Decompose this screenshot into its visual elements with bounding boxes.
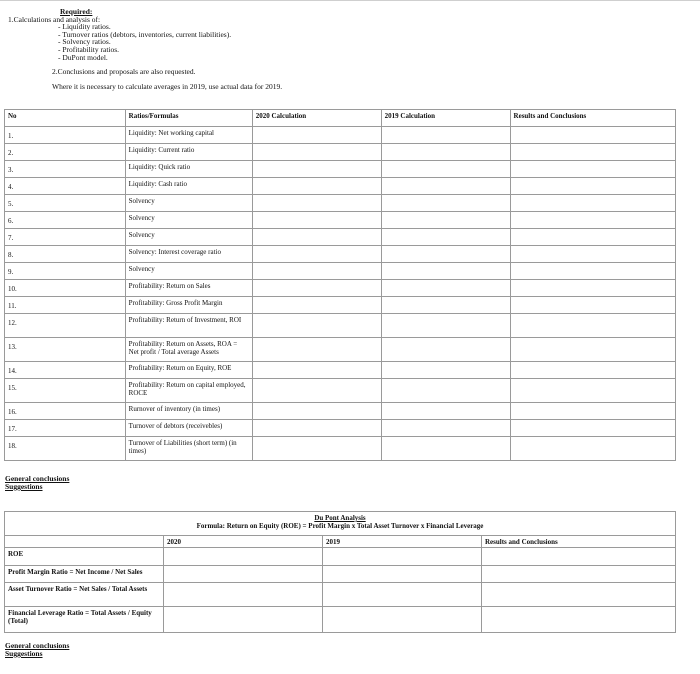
calc-2019-cell[interactable] [381,212,510,229]
calc-2020-cell[interactable] [252,362,381,379]
calc-2019-cell[interactable] [381,280,510,297]
ratio-row [5,280,676,297]
calc-2020-cell[interactable] [252,314,381,338]
dupont-cell[interactable] [482,566,676,583]
dupont-cell[interactable] [164,583,323,607]
header-no: No [5,110,126,127]
averages-note: Where it is necessary to calculate averages in 2019, use actual data for 2019. [52,81,283,91]
general-conclusions-label: General conclusions [5,641,70,650]
dupont-cell[interactable] [323,548,482,566]
dupont-cell[interactable] [323,566,482,583]
results-cell[interactable] [510,420,675,437]
calc-2020-cell[interactable] [252,161,381,178]
ratio-formula: Solvency [125,195,252,212]
calc-2019-cell[interactable] [381,420,510,437]
calc-2019-cell[interactable] [381,263,510,280]
ratio-formula: Profitability: Gross Profit Margin [125,297,252,314]
results-cell[interactable] [510,161,675,178]
calc-2019-cell[interactable] [381,144,510,161]
ratio-formula: Turnover of debtors (receivebles) [125,420,252,437]
ratio-formula: Liquidity: Cash ratio [125,178,252,195]
required-item: - Liquidity ratios. [58,22,111,32]
ratio-formula: Rurnover of inventory (in times) [125,403,252,420]
calc-2019-cell[interactable] [381,178,510,195]
dupont-row [5,566,676,583]
row-number: 16. [5,403,126,420]
required-item: - Turnover ratios (debtors, inventories, current liabilities). [58,29,232,39]
calc-2019-cell[interactable] [381,403,510,420]
ratios-table [4,109,676,461]
dupont-table [4,511,676,633]
row-number: 17. [5,420,126,437]
results-cell[interactable] [510,437,675,461]
ratio-row [5,338,676,362]
header-2020: 2020 Calculation [252,110,381,127]
results-cell[interactable] [510,127,675,144]
row-number: 9. [5,263,126,280]
dupont-cell[interactable] [323,607,482,633]
calc-2020-cell[interactable] [252,144,381,161]
dupont-title-cell [5,512,676,536]
general-conclusions-label: General conclusions [5,474,70,483]
required-item: - Profitability ratios. [58,44,120,54]
results-cell[interactable] [510,212,675,229]
calc-2020-cell[interactable] [252,263,381,280]
ratio-row [5,161,676,178]
calc-2020-cell[interactable] [252,403,381,420]
required-intro: 1.Calculations and analysis of: [8,14,101,24]
dupont-cell[interactable] [323,583,482,607]
row-number: 13. [5,338,126,362]
calc-2020-cell[interactable] [252,297,381,314]
calc-2020-cell[interactable] [252,246,381,263]
calc-2019-cell[interactable] [381,195,510,212]
ratio-formula: Solvency: Interest coverage ratio [125,246,252,263]
calc-2020-cell[interactable] [252,280,381,297]
row-number: 5. [5,195,126,212]
dupont-title: Du Pont Analysis [314,514,366,522]
dupont-row-label: Asset Turnover Ratio = Net Sales / Total Assets [5,583,164,607]
dupont-header-empty [5,536,164,548]
ratio-formula: Profitability: Return on Assets, ROA = Net profit / Total average Assets [125,338,252,362]
calc-2019-cell[interactable] [381,379,510,403]
calc-2020-cell[interactable] [252,229,381,246]
ratio-row [5,144,676,161]
results-cell[interactable] [510,263,675,280]
row-number: 15. [5,379,126,403]
calc-2019-cell[interactable] [381,297,510,314]
ratio-formula: Solvency [125,263,252,280]
dupont-row [5,607,676,633]
ratio-formula: Profitability: Return of Investment, ROI [125,314,252,338]
dupont-row-label: ROE [5,548,164,566]
ratio-row [5,297,676,314]
row-number: 7. [5,229,126,246]
dupont-header-2019: 2019 [323,536,482,548]
conclusions-note: 2.Conclusions and proposals are also requested. [52,67,196,77]
ratio-formula: Liquidity: Net working capital [125,127,252,144]
results-cell[interactable] [510,403,675,420]
calc-2020-cell[interactable] [252,212,381,229]
row-number: 10. [5,280,126,297]
row-number: 4. [5,178,126,195]
results-cell[interactable] [510,246,675,263]
header-2019: 2019 Calculation [381,110,510,127]
row-number: 6. [5,212,126,229]
ratio-formula: Turnover of Liabilities (short term) (in times) [125,437,252,461]
general-conclusions-1 [5,475,69,491]
calc-2020-cell[interactable] [252,127,381,144]
dupont-header-results: Results and Conclusions [482,536,676,548]
calc-2020-cell[interactable] [252,338,381,362]
dupont-cell[interactable] [482,548,676,566]
ratio-formula: Solvency [125,212,252,229]
suggestions-label: Suggestions [5,649,43,658]
row-number: 2. [5,144,126,161]
calc-2020-cell[interactable] [252,178,381,195]
header-results: Results and Conclusions [510,110,675,127]
row-number: 18. [5,437,126,461]
calc-2019-cell[interactable] [381,127,510,144]
ratios-header-row [5,110,676,127]
top-divider [0,0,700,1]
ratio-row [5,379,676,403]
ratio-formula: Liquidity: Quick ratio [125,161,252,178]
row-number: 8. [5,246,126,263]
calc-2020-cell[interactable] [252,379,381,403]
row-number: 11. [5,297,126,314]
calc-2019-cell[interactable] [381,338,510,362]
general-conclusions-2 [5,642,69,658]
ratio-formula: Profitability: Return on Sales [125,280,252,297]
calc-2019-cell[interactable] [381,161,510,178]
dupont-cell[interactable] [482,607,676,633]
results-cell[interactable] [510,362,675,379]
ratio-formula: Solvency [125,229,252,246]
results-cell[interactable] [510,338,675,362]
ratio-formula: Liquidity: Current ratio [125,144,252,161]
header-formulas: Ratios/Formulas [125,110,252,127]
dupont-cell[interactable] [164,566,323,583]
ratio-row [5,362,676,379]
results-cell[interactable] [510,297,675,314]
calc-2019-cell[interactable] [381,437,510,461]
ratio-formula: Profitability: Return on Equity, ROE [125,362,252,379]
ratio-row [5,263,676,280]
results-cell[interactable] [510,178,675,195]
required-title: Required: [60,7,93,16]
dupont-header-2020: 2020 [164,536,323,548]
calc-2020-cell[interactable] [252,437,381,461]
dupont-header-row [5,536,676,548]
ratio-row [5,437,676,461]
ratio-row [5,229,676,246]
calc-2019-cell[interactable] [381,314,510,338]
results-cell[interactable] [510,280,675,297]
ratio-row [5,127,676,144]
dupont-cell[interactable] [164,548,323,566]
results-cell[interactable] [510,379,675,403]
ratio-row [5,195,676,212]
calc-2019-cell[interactable] [381,246,510,263]
dupont-row [5,583,676,607]
ratio-row [5,420,676,437]
dupont-formula: Formula: Return on Equity (ROE) = Profit Margin x Total Asset Turnover x Financial Leverage [196,521,484,530]
dupont-row-label: Financial Leverage Ratio = Total Assets / Equity (Total) [5,607,164,633]
results-cell[interactable] [510,229,675,246]
calc-2020-cell[interactable] [252,420,381,437]
ratio-row [5,246,676,263]
calc-2019-cell[interactable] [381,229,510,246]
required-item: - DuPont model. [58,52,108,62]
suggestions-label: Suggestions [5,482,43,491]
ratio-row [5,212,676,229]
ratio-row [5,178,676,195]
results-cell[interactable] [510,314,675,338]
ratio-row [5,403,676,420]
dupont-row-label: Profit Margin Ratio = Net Income / Net Sales [5,566,164,583]
dupont-cell[interactable] [482,583,676,607]
calc-2019-cell[interactable] [381,362,510,379]
results-cell[interactable] [510,144,675,161]
row-number: 1. [5,127,126,144]
calc-2020-cell[interactable] [252,195,381,212]
dupont-row [5,548,676,566]
row-number: 12. [5,314,126,338]
dupont-cell[interactable] [164,607,323,633]
required-item: - Solvency ratios. [58,37,111,47]
results-cell[interactable] [510,195,675,212]
ratio-formula: Profitability: Return on capital employed, ROCE [125,379,252,403]
row-number: 3. [5,161,126,178]
row-number: 14. [5,362,126,379]
ratio-row [5,314,676,338]
dupont-title-row [5,512,676,536]
requirements-block [8,8,282,90]
